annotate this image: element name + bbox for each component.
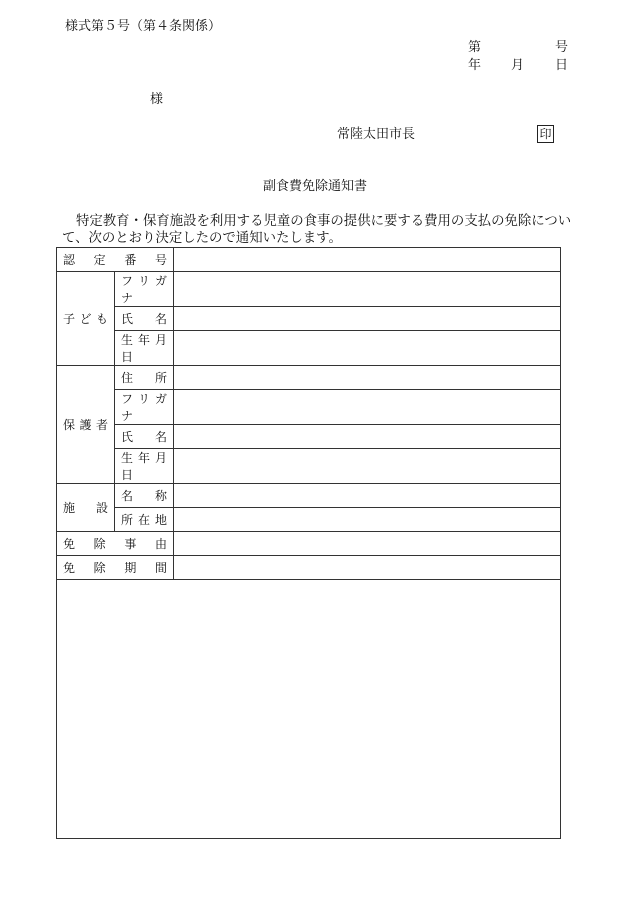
table-row [57, 508, 561, 532]
guardian-address-label: 住 所 [115, 366, 174, 390]
table-row [57, 390, 561, 425]
facility-name-label: 名 称 [115, 484, 174, 508]
table-row [57, 556, 561, 580]
table-row [57, 248, 561, 272]
date-month-label: 月 [511, 58, 525, 73]
table-row [57, 425, 561, 449]
guardian-name-label: 氏 名 [115, 425, 174, 449]
guardian-group-label: 保 護 者 [57, 366, 115, 484]
table-row [57, 331, 561, 366]
child-name-label: 氏 名 [115, 307, 174, 331]
guardian-address-field[interactable] [174, 366, 561, 390]
guardian-furigana-label: フ リ ガ ナ [115, 390, 174, 425]
document-title: 副食費免除通知書 [262, 179, 367, 194]
table-row [57, 532, 561, 556]
table-row [57, 449, 561, 484]
facility-location-field[interactable] [174, 508, 561, 532]
seal-mark: 印 [537, 125, 554, 143]
table-row [57, 307, 561, 331]
table-row [57, 580, 561, 839]
guardian-name-field[interactable] [174, 425, 561, 449]
table-row [57, 484, 561, 508]
facility-group-label: 施 設 [57, 484, 115, 532]
facility-name-field[interactable] [174, 484, 561, 508]
guardian-birth-field[interactable] [174, 449, 561, 484]
issuer-name: 常陸太田市長 [337, 127, 416, 142]
cert-number-field[interactable] [174, 248, 561, 272]
date-day-label: 日 [555, 58, 569, 73]
table-row [57, 272, 561, 307]
notification-form-table [56, 247, 561, 839]
document-number-label: 第 [468, 40, 482, 55]
child-birth-field[interactable] [174, 331, 561, 366]
addressee-honorific: 様 [150, 92, 164, 107]
guardian-birth-label: 生 年 月 日 [115, 449, 174, 484]
exemption-period-field[interactable] [174, 556, 561, 580]
exemption-reason-label: 免 除 事 由 [57, 532, 174, 556]
notice-body-text: 特定教育・保育施設を利用する児童の食事の提供に要する費用の支払の免除について、次のとおり決定したので通知いたします。 [62, 214, 572, 246]
guardian-furigana-field[interactable] [174, 390, 561, 425]
exemption-period-label: 免 除 期 間 [57, 556, 174, 580]
table-row [57, 366, 561, 390]
child-name-field[interactable] [174, 307, 561, 331]
child-birth-label: 生 年 月 日 [115, 331, 174, 366]
facility-location-label: 所 在 地 [115, 508, 174, 532]
form-number: 様式第５号（第４条関係） [65, 19, 222, 34]
child-furigana-field[interactable] [174, 272, 561, 307]
child-furigana-label: フ リ ガ ナ [115, 272, 174, 307]
document-number-suffix: 号 [555, 40, 569, 55]
remarks-area[interactable] [57, 580, 561, 839]
cert-number-label: 認 定 番 号 [57, 248, 174, 272]
date-year-label: 年 [468, 58, 482, 73]
child-group-label: 子 ど も [57, 272, 115, 366]
exemption-reason-field[interactable] [174, 532, 561, 556]
